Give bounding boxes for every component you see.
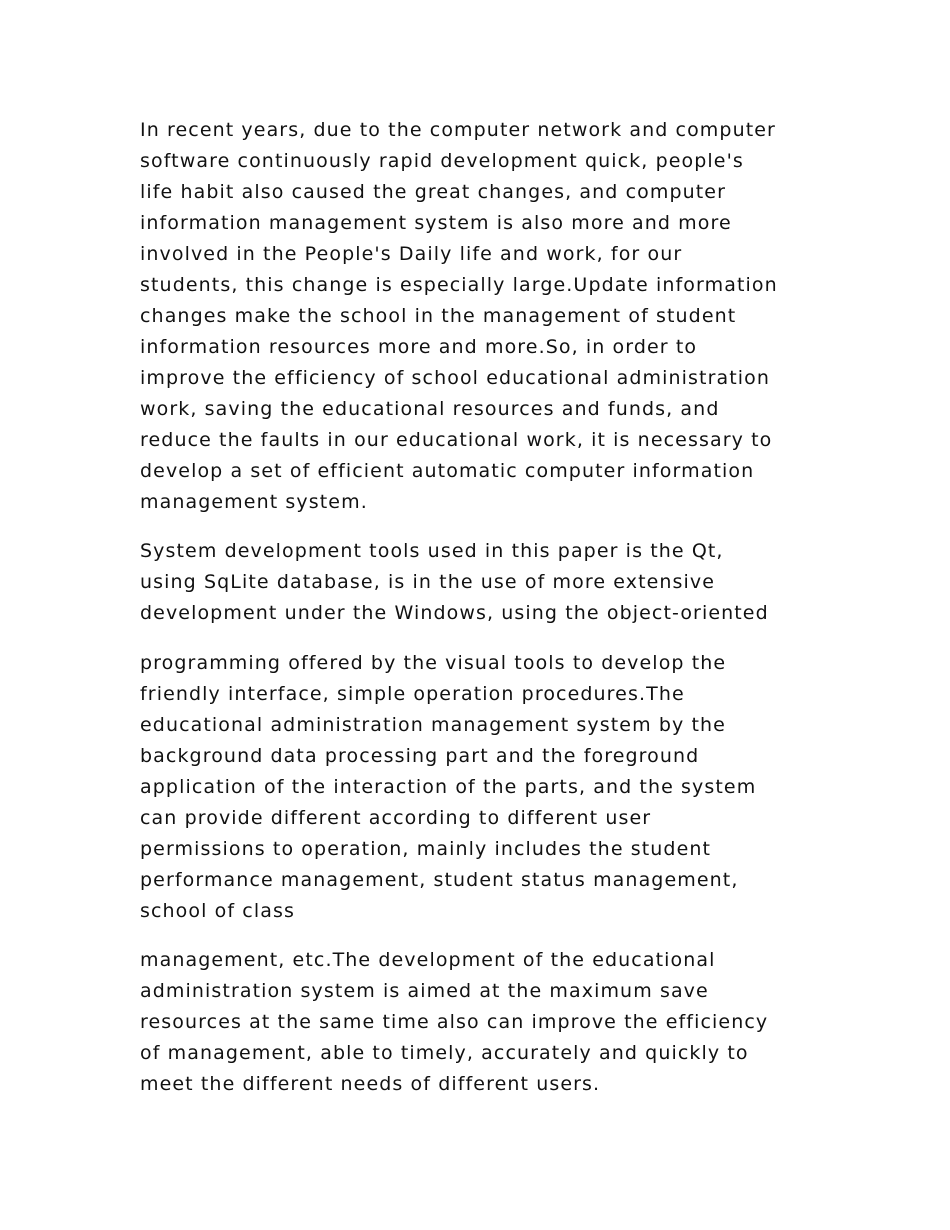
paragraph-intro [140, 115, 830, 518]
text-line: application of the interaction of the parts, and the system [140, 776, 757, 798]
text-line: using SqLite database, is in the use of more extensive [140, 571, 716, 593]
text-line: can provide different according to different user [140, 807, 652, 829]
text-line: resources at the same time also can improve the efficiency [140, 1011, 769, 1033]
text-line: development under the Windows, using the object-oriented [140, 602, 769, 624]
text-line: background data processing part and the foreground [140, 745, 700, 767]
text-line: friendly interface, simple operation procedures.The [140, 683, 685, 705]
text-line: administration system is aimed at the maximum save [140, 980, 709, 1002]
text-line: meet the different needs of different users. [140, 1073, 601, 1095]
text-line: reduce the faults in our educational work, it is necessary to [140, 429, 773, 451]
text-line: management system. [140, 491, 368, 513]
text-line: of management, able to timely, accurately and quickly to [140, 1042, 749, 1064]
text-line: educational administration management system by the [140, 714, 726, 736]
text-line: school of class [140, 900, 295, 922]
paragraph-tools [140, 536, 830, 629]
text-line: software continuously rapid development quick, people's [140, 150, 744, 172]
text-line: information resources more and more.So, in order to [140, 336, 698, 358]
text-line: develop a set of efficient automatic computer information [140, 460, 755, 482]
paragraph-conclusion [140, 945, 830, 1100]
text-line: life habit also caused the great changes, and computer [140, 181, 727, 203]
text-line: In recent years, due to the computer network and computer [140, 119, 776, 141]
text-line: System development tools used in this paper is the Qt, [140, 540, 724, 562]
text-line: performance management, student status management, [140, 869, 739, 891]
text-line: students, this change is especially large.Update information [140, 274, 778, 296]
paragraph-system-description [140, 648, 830, 927]
text-line: information management system is also more and more [140, 212, 732, 234]
text-line: permissions to operation, mainly includes the student [140, 838, 712, 860]
text-line: work, saving the educational resources and funds, and [140, 398, 720, 420]
text-line: involved in the People's Daily life and work, for our [140, 243, 683, 265]
text-line: management, etc.The development of the educational [140, 949, 716, 971]
text-line: changes make the school in the management of student [140, 305, 737, 327]
text-line: programming offered by the visual tools to develop the [140, 652, 727, 674]
text-line: improve the efficiency of school educational administration [140, 367, 771, 389]
